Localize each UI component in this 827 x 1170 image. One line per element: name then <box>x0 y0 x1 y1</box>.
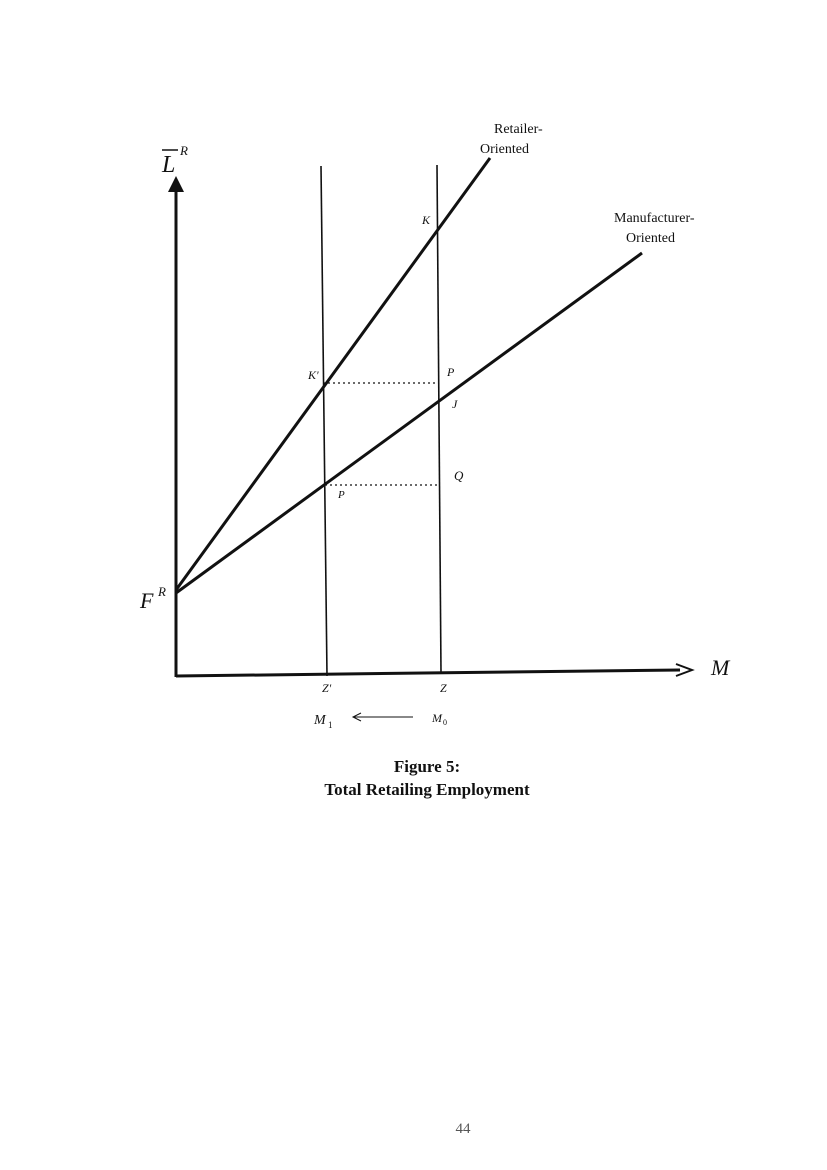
manufacturer-oriented-label-line1: Manufacturer- <box>614 211 695 226</box>
page-number: 44 <box>455 1121 471 1137</box>
vertical-line-z-prime <box>321 166 327 676</box>
point-label-p-small: P <box>338 489 345 501</box>
retailer-oriented-label-line2: Oriented <box>480 142 529 157</box>
shift-label-m0: M <box>432 711 442 725</box>
manufacturer-oriented-label-line2: Oriented <box>626 231 675 246</box>
y-axis-label-superscript: R <box>180 143 188 158</box>
x-tick-z: Z <box>440 681 447 695</box>
point-label-k: K <box>422 213 431 227</box>
x-tick-z-prime: Z' <box>322 681 332 695</box>
shift-label-m1: M <box>314 713 326 728</box>
x-axis-label: M <box>711 655 730 680</box>
point-label-k-prime: K' <box>308 368 319 382</box>
y-axis-arrow <box>168 176 184 192</box>
point-label-q: Q <box>454 468 464 483</box>
manufacturer-oriented-line <box>176 253 642 593</box>
retailer-oriented-label-line1: Retailer- <box>494 122 543 137</box>
y-axis-label: L <box>162 152 176 178</box>
intercept-label-superscript: R <box>158 584 166 599</box>
point-label-p: P <box>447 365 455 379</box>
figure-caption-title: Total Retailing Employment <box>324 780 530 799</box>
point-label-j: J <box>452 397 458 411</box>
figure-caption-number: Figure 5: <box>393 757 461 776</box>
vertical-line-z <box>437 165 441 673</box>
shift-label-m0-subscript: 0 <box>443 718 447 727</box>
intercept-label: F <box>140 588 154 613</box>
shift-label-m1-subscript: 1 <box>328 720 333 730</box>
retailer-oriented-line <box>176 158 490 590</box>
x-axis <box>176 670 680 676</box>
